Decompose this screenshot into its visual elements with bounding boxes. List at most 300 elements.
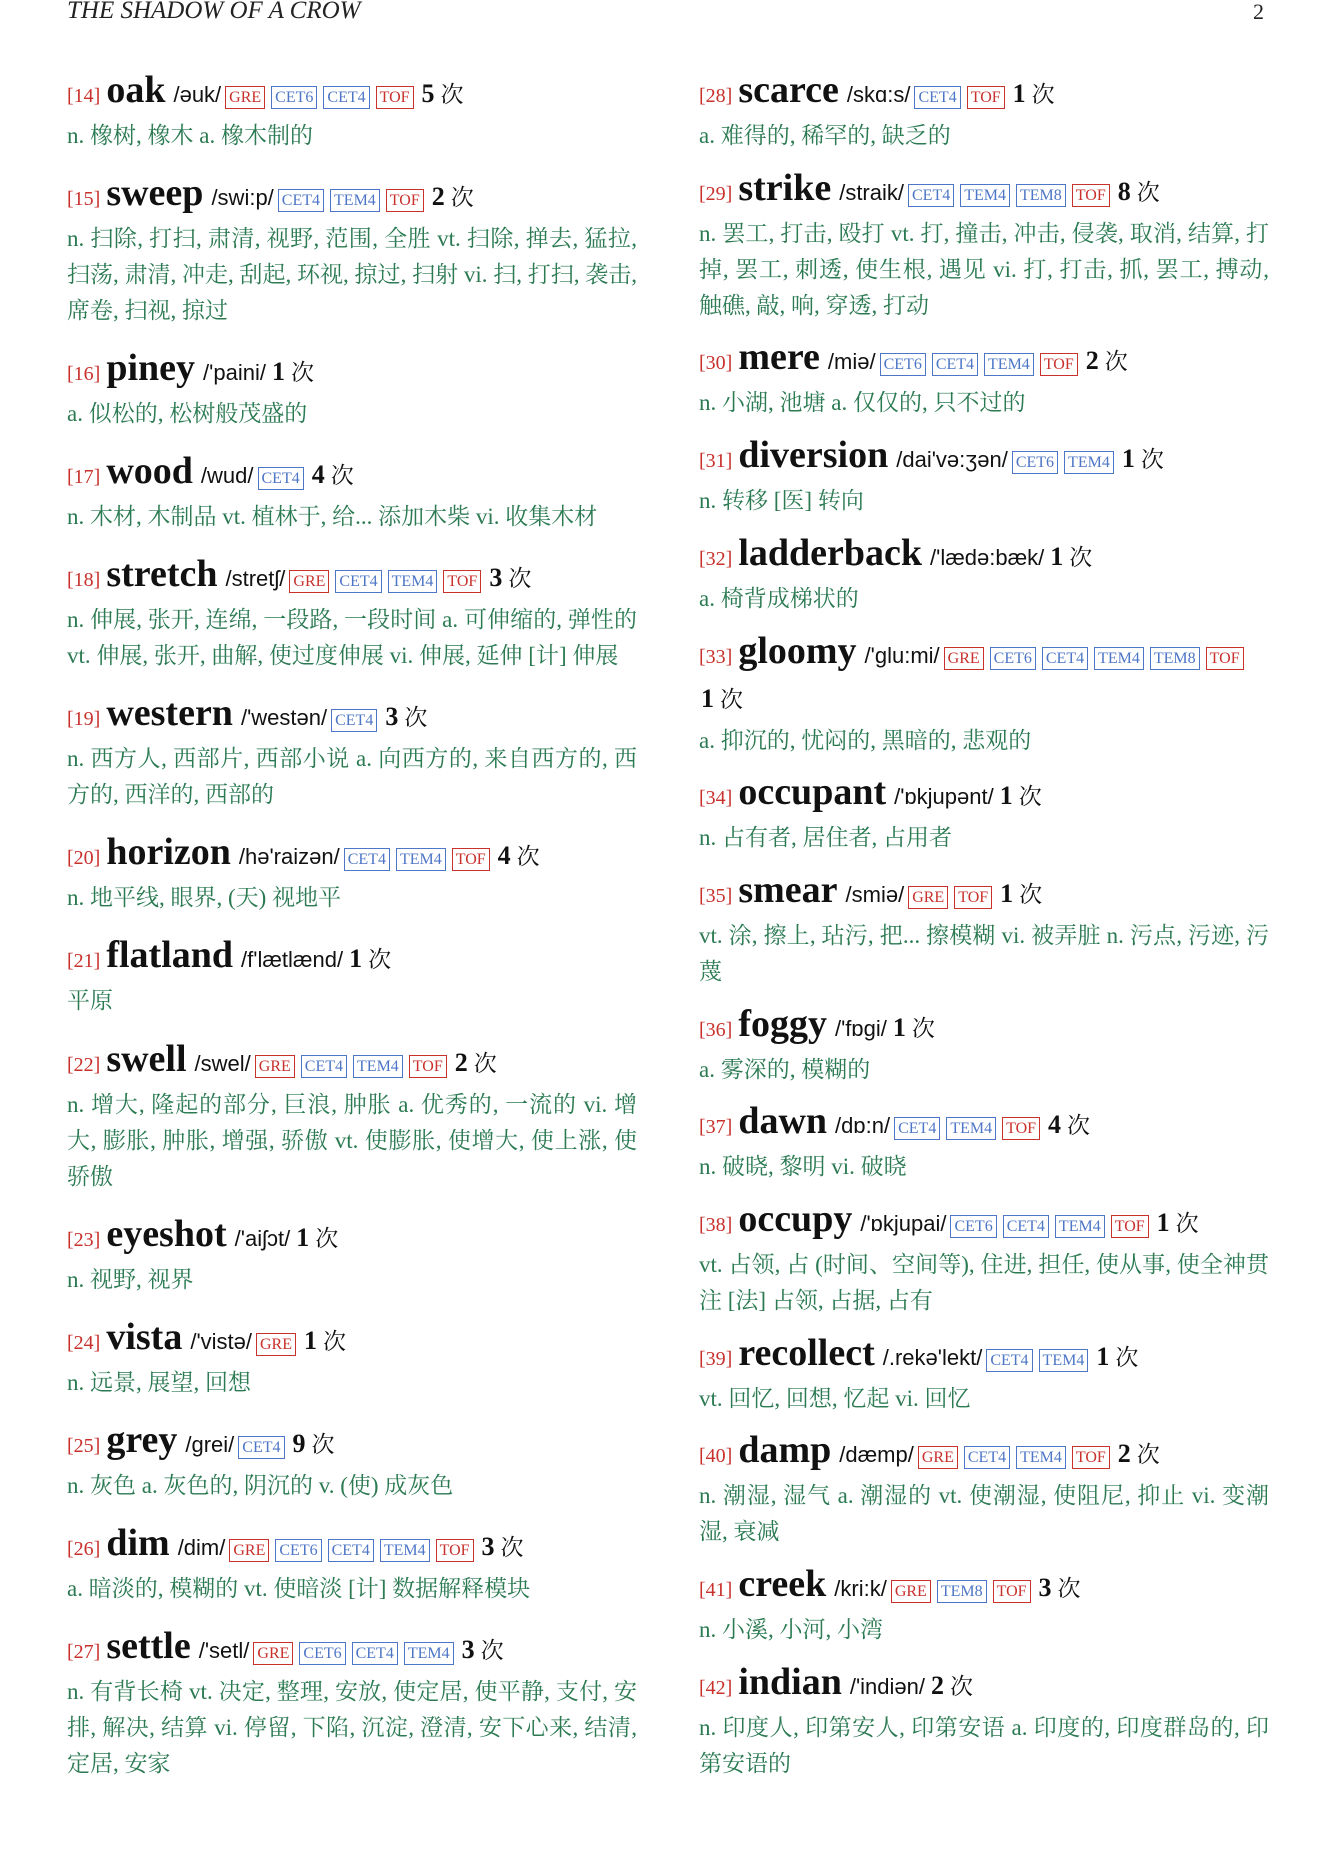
headword: flatland (106, 934, 234, 977)
entry-headword-line (67, 1523, 637, 1571)
vocab-entry (67, 173, 637, 329)
vocab-entry (699, 1101, 1269, 1185)
occurrence-count-group (1012, 79, 1055, 108)
exam-tag-badge: TEM4 (1094, 647, 1144, 670)
occurrence-count-group (292, 1428, 335, 1458)
occurrence-count-group (1121, 444, 1164, 474)
definition: 平原 (67, 988, 113, 1014)
entry-headword-line (699, 168, 1269, 216)
vocab-entry (67, 70, 637, 154)
occurrence-count-group (481, 1531, 524, 1561)
occurrence-count: 1 (999, 781, 1013, 811)
entry-headword-line (67, 1626, 637, 1674)
entry-index: [24] (67, 1331, 101, 1354)
vocab-entry (699, 1564, 1269, 1648)
vocab-entry (67, 348, 637, 432)
exam-tag-badge: CET4 (986, 1349, 1032, 1372)
entry-index: [25] (67, 1434, 101, 1457)
occurrence-count: 1 (1121, 444, 1135, 474)
phonetic: /grei/ (185, 1431, 235, 1457)
entry-headword-line (699, 1333, 1269, 1381)
occurrence-count: 3 (1038, 1573, 1052, 1603)
definition: n. 潮湿, 湿气 a. 潮湿的 vt. 使潮湿, 使阻尼, 抑止 vi. 变潮湿, 衰减 (699, 1483, 1269, 1545)
phonetic: /dim/ (177, 1534, 226, 1560)
occurrence-count-group (1048, 1110, 1091, 1140)
count-unit: 次 (1018, 784, 1042, 810)
definition: n. 小湖, 池塘 a. 仅仅的, 只不过的 (699, 390, 1026, 416)
entry-headword-line (699, 70, 1269, 118)
definition: a. 暗淡的, 模糊的 vt. 使暗淡 [计] 数据解释模块 (67, 1575, 531, 1601)
exam-tag-badge: TOF (1072, 184, 1110, 207)
headword: occupant (738, 771, 887, 814)
entry-index: [18] (67, 569, 101, 592)
vocab-entry (699, 1004, 1269, 1088)
occurrence-count-group (1038, 1573, 1081, 1603)
definition: n. 视野, 视界 (67, 1266, 194, 1292)
headword: piney (106, 347, 196, 390)
count-unit: 次 (911, 1015, 935, 1041)
exam-tag-badge: CET4 (331, 709, 377, 732)
occurrence-count: 2 (1117, 1439, 1131, 1469)
exam-tag-badge: TOF (376, 86, 414, 109)
exam-tag-badge: CET4 (894, 1117, 940, 1140)
count-unit: 次 (311, 1431, 335, 1457)
definition: vt. 涂, 擦上, 玷污, 把... 擦模糊 vi. 被弄脏 n. 污点, 污迹, 污蔑 (699, 922, 1269, 984)
occurrence-count: 1 (1000, 878, 1014, 908)
exam-tag-badge: TOF (967, 86, 1005, 109)
headword: grey (106, 1418, 178, 1461)
exam-tag-badge: CET6 (950, 1215, 996, 1238)
count-unit: 次 (473, 1050, 497, 1076)
exam-tag-badge: CET4 (278, 189, 324, 212)
vocab-entry (699, 1199, 1269, 1319)
exam-tag-badge: GRE (253, 1642, 293, 1665)
phonetic: /'aiʃɔt/ (234, 1225, 291, 1251)
exam-tag-badge: CET6 (299, 1642, 345, 1665)
definition: n. 橡树, 橡木 a. 橡木制的 (67, 123, 313, 148)
occurrence-count: 4 (311, 460, 325, 490)
entry-index: [14] (67, 85, 101, 107)
vocab-entry (699, 1430, 1269, 1550)
occurrence-count: 3 (489, 563, 503, 593)
definition: n. 扫除, 打扫, 肃清, 视野, 范围, 全胜 vt. 扫除, 掸去, 猛拉, 扫荡, 肃清, 冲走, 刮起, 环视, 掠过, 扫射 vi. 扫, 打扫, 袭击, 席卷, 扫视, 掠过 (67, 226, 637, 324)
occurrence-count: 2 (431, 182, 445, 212)
occurrence-count-group (271, 357, 314, 387)
occurrence-count-group (1085, 346, 1128, 376)
entry-headword-line (67, 935, 637, 983)
exam-tag-badge: CET6 (271, 86, 317, 109)
entry-index: [28] (699, 85, 733, 107)
count-unit: 次 (1057, 1576, 1081, 1602)
occurrence-count-group (349, 944, 392, 974)
vocab-entry (67, 1420, 637, 1504)
definition: n. 远景, 展望, 回想 (67, 1369, 251, 1395)
definition: n. 小溪, 小河, 小湾 (699, 1617, 883, 1643)
exam-tag-badge: TOF (993, 1580, 1031, 1603)
occurrence-count-group (1117, 176, 1160, 206)
headword: horizon (106, 831, 231, 874)
headword: stretch (106, 553, 218, 596)
exam-tag-badge: TEM4 (984, 353, 1034, 376)
occurrence-count: 3 (481, 1531, 495, 1561)
exam-tag-badge: TEM4 (1016, 1446, 1066, 1469)
exam-tag-badge: CET6 (1012, 451, 1058, 474)
entry-headword-line (699, 1430, 1269, 1478)
exam-tag-badge: GRE (225, 86, 265, 109)
vocab-entry (699, 533, 1269, 617)
occurrence-count-group (461, 1634, 504, 1664)
definition: n. 破晓, 黎明 vi. 破晓 (699, 1154, 907, 1180)
phonetic: /dæmp/ (839, 1442, 914, 1468)
headword: dim (106, 1521, 170, 1564)
occurrence-count: 1 (296, 1222, 310, 1252)
exam-tag-badge: TOF (1002, 1117, 1040, 1140)
count-unit: 次 (450, 185, 474, 211)
entry-index: [36] (699, 1018, 733, 1041)
occurrence-count-group (421, 79, 464, 108)
count-unit: 次 (1175, 1211, 1199, 1237)
definition: n. 印度人, 印第安人, 印第安语 a. 印度的, 印度群岛的, 印第安语的 (699, 1714, 1269, 1776)
exam-tag-badge: TOF (386, 189, 424, 212)
exam-tag-badge: GRE (256, 1333, 296, 1356)
phonetic: /'lædə:bæk/ (930, 544, 1045, 570)
entry-headword-line (699, 1662, 1269, 1710)
definition: n. 伸展, 张开, 连绵, 一段路, 一段时间 a. 可伸缩的, 弹性的 vt. 伸展, 张开, 曲解, 使过度伸展 vi. 伸展, 延伸 [计] 伸展 (67, 607, 637, 669)
occurrence-count-group (497, 841, 540, 871)
occurrence-count: 4 (497, 841, 511, 871)
entry-headword-line (699, 870, 1269, 918)
definition: a. 似松的, 松树般茂盛的 (67, 401, 308, 427)
entry-headword-line (699, 533, 1269, 581)
exam-tag-badge: GRE (944, 647, 984, 670)
headword: ladderback (738, 531, 923, 574)
exam-tag-badge: CET4 (1042, 647, 1088, 670)
vocab-entry (699, 772, 1269, 856)
exam-tag-badge: GRE (289, 570, 329, 593)
entry-index: [22] (67, 1053, 101, 1076)
entry-index: [37] (699, 1116, 733, 1139)
occurrence-count: 3 (385, 702, 399, 732)
count-unit: 次 (323, 1328, 346, 1354)
headword: vista (106, 1315, 183, 1358)
entry-headword-line (699, 435, 1269, 483)
headword: recollect (738, 1331, 875, 1374)
entry-headword-line (699, 1004, 1269, 1052)
phonetic: /smiə/ (845, 881, 905, 907)
headword: creek (738, 1563, 827, 1606)
occurrence-count-group (489, 563, 532, 593)
vocab-entry (699, 435, 1269, 519)
entry-headword-line (67, 554, 637, 602)
vocab-entry (67, 1626, 637, 1782)
headword: wood (106, 450, 193, 493)
exam-tag-badge: TEM4 (1039, 1349, 1089, 1372)
entry-index: [27] (67, 1640, 101, 1663)
exam-tag-badge: CET4 (328, 1539, 374, 1562)
phonetic: /'westən/ (240, 705, 328, 731)
exam-tag-badge: TOF (443, 570, 481, 593)
entry-index: [32] (699, 547, 733, 570)
vocab-entry (699, 631, 1269, 759)
phonetic: /.rekə'lekt/ (882, 1344, 983, 1370)
exam-tag-badge: CET4 (932, 353, 978, 376)
count-unit: 次 (500, 1534, 524, 1560)
exam-tag-badge: GRE (255, 1055, 295, 1078)
occurrence-count-group (296, 1222, 339, 1252)
exam-tag-badge: GRE (918, 1446, 958, 1469)
entry-index: [23] (67, 1228, 101, 1251)
count-unit: 次 (368, 947, 392, 973)
entry-index: [17] (67, 466, 101, 489)
phonetic: /əuk/ (173, 82, 222, 107)
exam-tag-badge: TEM4 (404, 1642, 454, 1665)
count-unit: 次 (404, 705, 428, 731)
entry-headword-line (67, 70, 637, 118)
occurrence-count-group (304, 1325, 346, 1355)
phonetic: /swi:p/ (211, 185, 274, 211)
headword: foggy (738, 1002, 827, 1045)
occurrence-count: 4 (1048, 1110, 1062, 1140)
entry-headword-line (699, 1101, 1269, 1149)
occurrence-count: 1 (892, 1012, 906, 1042)
exam-tag-badge: CET6 (275, 1539, 321, 1562)
entry-index: [20] (67, 847, 101, 870)
exam-tag-badge: GRE (908, 886, 948, 909)
exam-tag-badge: TOF (1072, 1446, 1110, 1469)
exam-tag-badge: TEM8 (1150, 647, 1200, 670)
count-unit: 次 (440, 82, 464, 107)
phonetic: /straik/ (839, 179, 904, 205)
headword: occupy (738, 1198, 853, 1241)
occurrence-count: 5 (421, 79, 435, 108)
exam-tag-badge: TEM4 (388, 570, 438, 593)
entry-headword-line (67, 348, 637, 396)
occurrence-count-group (999, 781, 1042, 811)
count-unit: 次 (1019, 881, 1043, 907)
definition: n. 有背长椅 vt. 决定, 整理, 安放, 使定居, 使平静, 支付, 安排, 解决, 结算 vi. 停留, 下陷, 沉淀, 澄清, 安下心来, 结清, 定居, 安家 (67, 1678, 637, 1776)
entry-headword-line (699, 1199, 1269, 1247)
exam-tag-badge: TEM8 (937, 1580, 987, 1603)
definition: n. 转移 [医] 转向 (699, 488, 864, 514)
entry-headword-line (67, 1039, 637, 1087)
entry-headword-line (699, 631, 1269, 723)
occurrence-count: 1 (271, 357, 285, 387)
entry-index: [21] (67, 950, 101, 973)
count-unit: 次 (1136, 1442, 1160, 1468)
page-number: 2 (1253, 0, 1264, 24)
exam-tag-badge: TEM4 (396, 848, 446, 871)
exam-tag-badge: CET4 (238, 1436, 284, 1459)
count-unit: 次 (330, 463, 354, 489)
occurrence-count: 2 (931, 1670, 945, 1700)
occurrence-count: 3 (461, 1634, 475, 1664)
definition: n. 增大, 隆起的部分, 巨浪, 肿胀 a. 优秀的, 一流的 vi. 增大, 膨胀, 肿胀, 增强, 骄傲 vt. 使膨胀, 使增大, 使上涨, 使骄傲 (67, 1091, 637, 1189)
entry-headword-line (67, 1214, 637, 1262)
entry-headword-line (699, 1564, 1269, 1612)
vocab-entry (67, 1214, 637, 1298)
entry-headword-line (699, 772, 1269, 820)
exam-tag-badge: CET4 (323, 86, 369, 109)
exam-tag-badge: TOF (1040, 353, 1078, 376)
definition: a. 难得的, 稀罕的, 缺乏的 (699, 123, 951, 148)
phonetic: /'ɒkjupənt/ (894, 784, 994, 810)
headword: western (106, 692, 233, 735)
running-header-title: THE SHADOW OF A CROW (67, 0, 361, 24)
occurrence-count: 1 (1156, 1208, 1170, 1238)
entry-index: [38] (699, 1214, 733, 1237)
entry-index: [34] (699, 787, 733, 810)
exam-tag-badge: CET4 (908, 184, 954, 207)
exam-tag-badge: CET4 (964, 1446, 1010, 1469)
occurrence-count-group (1050, 541, 1093, 571)
occurrence-count: 8 (1117, 176, 1131, 206)
exam-tag-badge: TEM4 (1055, 1215, 1105, 1238)
occurrence-count-group (701, 683, 743, 713)
phonetic: /hə'raizən/ (238, 844, 340, 870)
phonetic: /wud/ (200, 463, 254, 489)
count-unit: 次 (1104, 349, 1128, 375)
count-unit: 次 (1067, 1113, 1091, 1139)
headword: smear (738, 868, 838, 911)
definition: n. 占有者, 居住者, 占用者 (699, 825, 952, 851)
occurrence-count-group (1156, 1208, 1199, 1238)
phonetic: /skɑ:s/ (846, 82, 911, 107)
vocab-entry (699, 1662, 1269, 1782)
entry-index: [31] (699, 450, 733, 473)
vocab-entry (67, 693, 637, 813)
vocab-entry (699, 70, 1269, 154)
phonetic: /'ɒkjupai/ (860, 1211, 947, 1237)
occurrence-count: 1 (701, 683, 714, 713)
headword: gloomy (738, 629, 857, 672)
headword: scarce (738, 70, 839, 111)
count-unit: 次 (1115, 1344, 1139, 1370)
phonetic: /'vistə/ (190, 1328, 252, 1354)
entry-index: [15] (67, 188, 101, 211)
vocab-column-left (67, 70, 637, 1782)
count-unit: 次 (516, 844, 540, 870)
exam-tag-badge: TOF (1111, 1215, 1149, 1238)
phonetic: /dɒ:n/ (835, 1113, 891, 1139)
entry-headword-line (67, 1317, 637, 1365)
exam-tag-badge: TEM4 (960, 184, 1010, 207)
definition: a. 雾深的, 模糊的 (699, 1056, 871, 1082)
definition: a. 抑沉的, 忧闷的, 黑暗的, 悲观的 (699, 727, 1032, 753)
exam-tag-badge: TEM8 (1016, 184, 1066, 207)
exam-tag-badge: CET4 (258, 467, 304, 490)
vocab-entry (699, 168, 1269, 324)
entry-headword-line (67, 1420, 637, 1468)
vocab-entry (699, 870, 1269, 990)
definition: vt. 占领, 占 (时间、空间等), 住进, 担任, 使从事, 使全神贯注 [法] 占领, 占据, 占有 (699, 1252, 1269, 1314)
exam-tag-badge: CET6 (990, 647, 1036, 670)
exam-tag-badge: CET4 (335, 570, 381, 593)
vocab-entry (67, 1317, 637, 1401)
phonetic: /'fɒgi/ (834, 1015, 887, 1041)
phonetic: /'paini/ (203, 360, 266, 386)
entry-headword-line (67, 832, 637, 880)
headword: settle (106, 1624, 191, 1667)
phonetic: /'indiən/ (849, 1673, 926, 1699)
definition: n. 地平线, 眼界, (天) 视地平 (67, 885, 342, 911)
exam-tag-badge: TEM4 (1064, 451, 1114, 474)
entry-index: [30] (699, 352, 733, 375)
entry-index: [33] (699, 645, 733, 668)
exam-tag-badge: TOF (452, 848, 490, 871)
entry-headword-line (67, 173, 637, 221)
vocab-entry (67, 554, 637, 674)
headword: eyeshot (106, 1212, 227, 1255)
phonetic: /miə/ (827, 349, 876, 375)
count-unit: 次 (1140, 447, 1164, 473)
occurrence-count: 9 (292, 1428, 306, 1458)
entry-index: [40] (699, 1445, 733, 1468)
entry-index: [26] (67, 1537, 101, 1560)
count-unit: 次 (720, 686, 743, 712)
exam-tag-badge: CET6 (880, 353, 926, 376)
exam-tag-badge: GRE (891, 1580, 931, 1603)
entry-headword-line (699, 337, 1269, 385)
exam-tag-badge: CET4 (1003, 1215, 1049, 1238)
occurrence-count: 2 (1085, 346, 1099, 376)
definition: n. 灰色 a. 灰色的, 阴沉的 v. (使) 成灰色 (67, 1472, 454, 1498)
exam-tag-badge: CET4 (301, 1055, 347, 1078)
vocab-entry (699, 337, 1269, 421)
exam-tag-badge: TOF (409, 1055, 447, 1078)
headword: damp (738, 1429, 832, 1472)
phonetic: /'setl/ (198, 1637, 250, 1663)
vocab-entry (67, 1039, 637, 1195)
occurrence-count-group (1096, 1341, 1139, 1371)
occurrence-count: 1 (1012, 79, 1026, 108)
occurrence-count-group (454, 1047, 497, 1077)
definition: n. 西方人, 西部片, 西部小说 a. 向西方的, 来自西方的, 西方的, 西洋的, 西部的 (67, 746, 637, 808)
entry-headword-line (67, 451, 637, 499)
occurrence-count-group (931, 1670, 974, 1700)
definition: n. 罢工, 打击, 殴打 vt. 打, 撞击, 冲击, 侵袭, 取消, 结算, 打掉, 罢工, 刺透, 使生根, 遇见 vi. 打, 打击, 抓, 罢工, 搏动, 触礁, 敲, 响, 穿透, 打动 (699, 220, 1269, 318)
exam-tag-badge: TEM4 (353, 1055, 403, 1078)
exam-tag-badge: TEM4 (946, 1117, 996, 1140)
exam-tag-badge: TOF (436, 1539, 474, 1562)
entry-headword-line (67, 693, 637, 741)
exam-tag-badge: CET4 (352, 1642, 398, 1665)
count-unit: 次 (480, 1637, 504, 1663)
exam-tag-badge: TEM4 (330, 189, 380, 212)
exam-tag-badge: CET4 (344, 848, 390, 871)
vocab-entry (67, 1523, 637, 1607)
entry-index: [41] (699, 1579, 733, 1602)
occurrence-count-group (311, 460, 354, 490)
definition: vt. 回忆, 回想, 忆起 vi. 回忆 (699, 1385, 971, 1411)
vocab-entry (67, 451, 637, 535)
headword: oak (106, 70, 166, 111)
exam-tag-badge: TOF (954, 886, 992, 909)
entry-index: [35] (699, 884, 733, 907)
phonetic: /'glu:mi/ (864, 642, 940, 668)
count-unit: 次 (1069, 544, 1093, 570)
occurrence-count-group (892, 1012, 935, 1042)
headword: mere (738, 336, 820, 379)
exam-tag-badge: CET4 (914, 86, 960, 109)
count-unit: 次 (508, 566, 532, 592)
definition: a. 椅背成梯状的 (699, 585, 859, 611)
occurrence-count: 2 (454, 1047, 468, 1077)
headword: indian (738, 1660, 842, 1703)
exam-tag-badge: TEM4 (380, 1539, 430, 1562)
headword: dawn (738, 1100, 828, 1143)
occurrence-count-group (431, 182, 474, 212)
count-unit: 次 (290, 360, 314, 386)
